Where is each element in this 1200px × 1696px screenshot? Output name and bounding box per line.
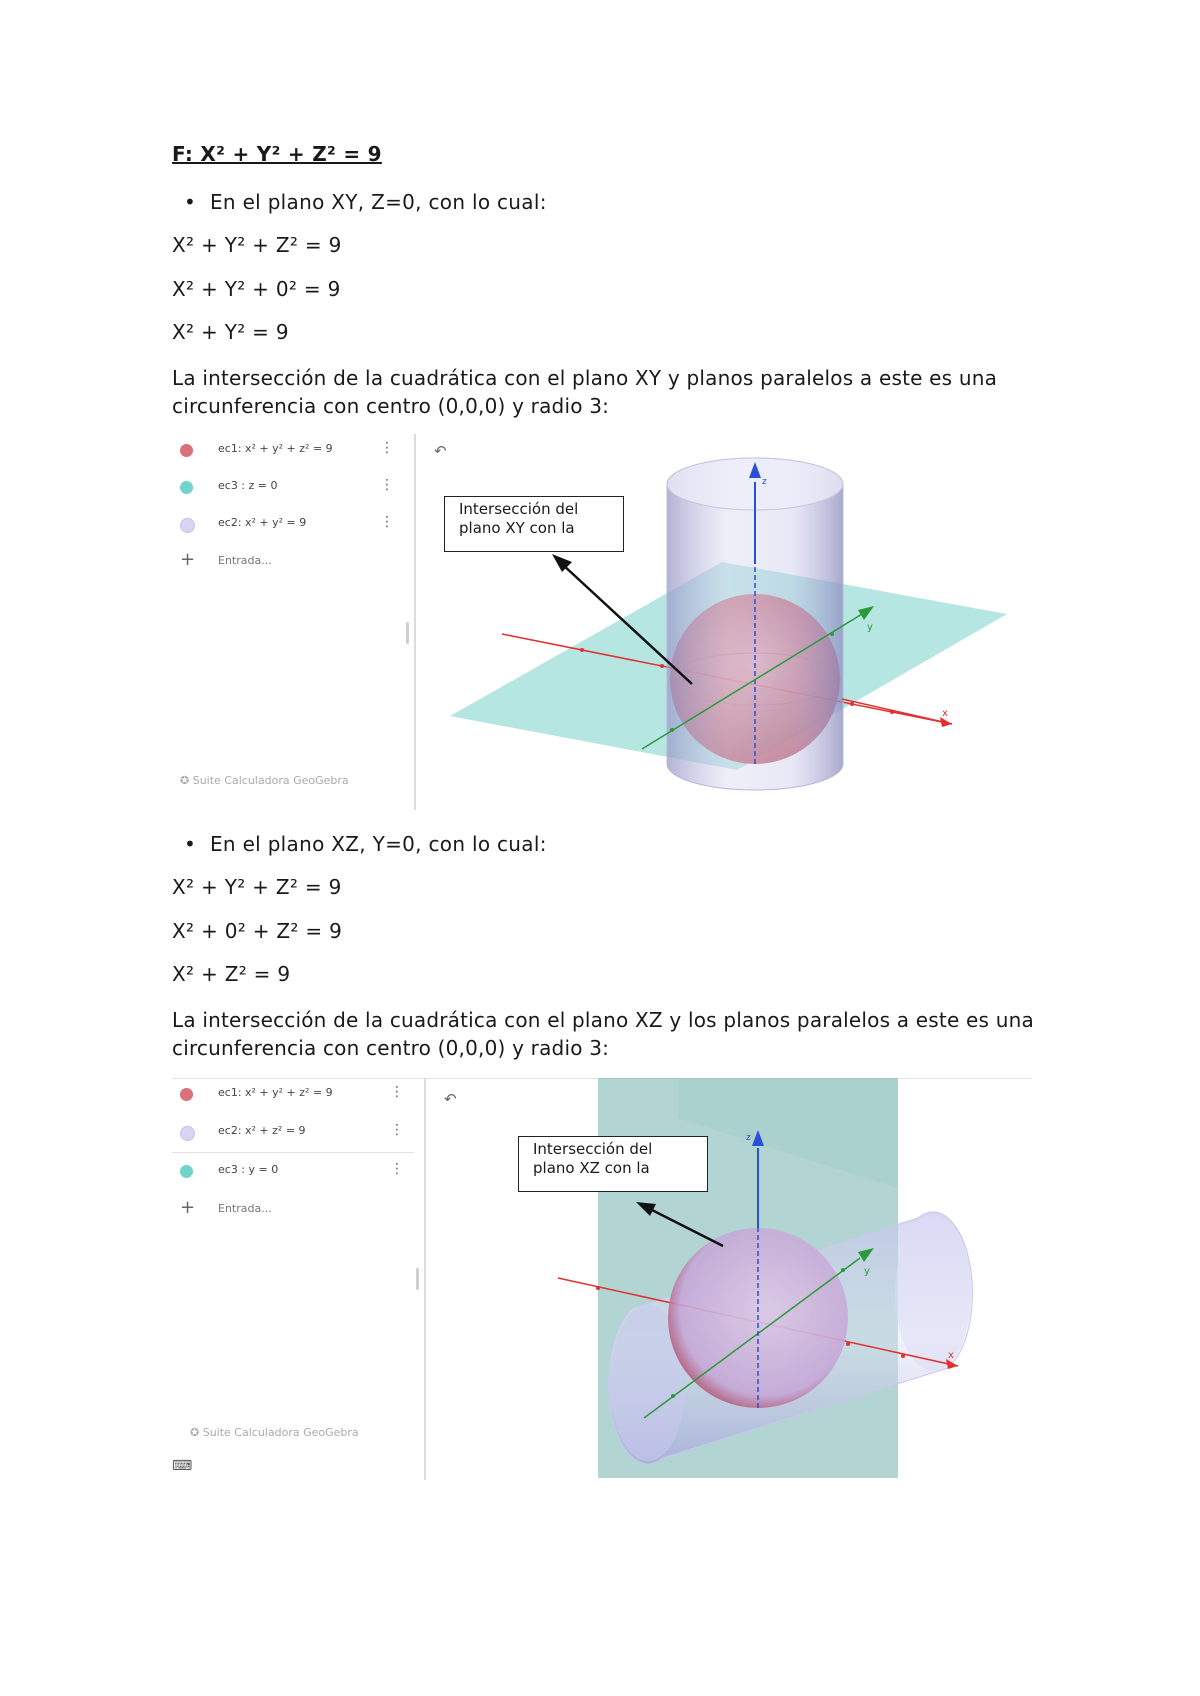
equation: X² + Y² + 0² = 9 <box>172 277 341 301</box>
kebab-menu-icon[interactable]: ⋮ <box>380 514 394 530</box>
geogebra-logo-icon: ✪ <box>190 1426 203 1439</box>
undo-icon[interactable]: ↶ <box>444 1090 457 1108</box>
x-axis-label: x <box>948 1350 954 1361</box>
visibility-dot[interactable] <box>180 1088 193 1101</box>
plus-icon: + <box>180 549 196 570</box>
graphics-view <box>422 434 1032 810</box>
plus-icon: + <box>180 1197 196 1218</box>
bullet-text: En el plano XZ, Y=0, con lo cual: <box>210 832 547 856</box>
bullet-icon: • <box>184 832 197 856</box>
callout-box: Intersección del plano XY con la <box>444 496 624 552</box>
keyboard-icon[interactable]: ⌨ <box>172 1458 193 1474</box>
kebab-menu-icon[interactable]: ⋮ <box>390 1122 404 1138</box>
scrollbar[interactable] <box>406 622 409 644</box>
input-placeholder[interactable]: Entrada... <box>218 554 272 567</box>
visibility-dot[interactable] <box>180 1126 195 1141</box>
input-row[interactable] <box>172 1193 402 1229</box>
geogebra-logo-icon: ✪ <box>180 774 193 787</box>
visibility-dot[interactable] <box>180 1165 193 1178</box>
visibility-dot[interactable] <box>180 444 193 457</box>
algebra-row[interactable] <box>172 471 402 507</box>
panel-divider <box>424 1078 426 1480</box>
equation-label: ec3 : y = 0 <box>218 1163 279 1176</box>
suite-label: ✪ Suite Calculadora GeoGebra <box>190 1426 359 1439</box>
y-axis-label: y <box>864 1266 870 1277</box>
panel-divider <box>414 434 416 810</box>
equation: X² + Z² = 9 <box>172 962 291 986</box>
equation: X² + Y² + Z² = 9 <box>172 875 342 899</box>
suite-label: ✪ Suite Calculadora GeoGebra <box>180 774 349 787</box>
input-row[interactable] <box>172 545 402 581</box>
undo-icon[interactable]: ↶ <box>434 442 447 460</box>
algebra-row[interactable] <box>172 508 402 544</box>
scrollbar[interactable] <box>416 1268 419 1290</box>
y-axis-label: y <box>867 622 873 633</box>
paragraph: La intersección de la cuadrática con el plano XY y planos paralelos a este es una circunferencia con centro (0,0,0) y radio 3: <box>172 366 998 418</box>
input-placeholder[interactable]: Entrada... <box>218 1202 272 1215</box>
kebab-menu-icon[interactable]: ⋮ <box>390 1084 404 1100</box>
bullet-plane-xz <box>184 832 547 856</box>
algebra-row[interactable] <box>172 1155 402 1191</box>
algebra-row[interactable] <box>172 1078 402 1114</box>
cylinder-end <box>895 1215 971 1371</box>
document-title: F: X² + Y² + Z² = 9 <box>172 142 382 166</box>
x-axis-label: x <box>942 708 948 719</box>
paragraph: La intersección de la cuadrática con el plano XZ y los planos paralelos a este es una circunferencia con centro (0,0,0) y radio 3: <box>172 1008 1034 1060</box>
equation-label: ec1: x² + y² + z² = 9 <box>218 1086 333 1099</box>
z-axis-label: z <box>746 1133 751 1143</box>
equation: X² + Y² + Z² = 9 <box>172 233 342 257</box>
callout-box: Intersección del plano XZ con la <box>518 1136 708 1192</box>
algebra-row[interactable] <box>172 434 402 470</box>
equation-label: ec2: x² + z² = 9 <box>218 1124 306 1137</box>
equation-label: ec3 : z = 0 <box>218 479 278 492</box>
z-axis-label: z <box>762 477 767 487</box>
bullet-text: En el plano XY, Z=0, con lo cual: <box>210 190 547 214</box>
geogebra-screenshot-xz <box>172 1078 1032 1480</box>
visibility-dot[interactable] <box>180 518 195 533</box>
equation-label: ec1: x² + y² + z² = 9 <box>218 442 333 455</box>
equation: X² + Y² = 9 <box>172 320 289 344</box>
kebab-menu-icon[interactable]: ⋮ <box>380 477 394 493</box>
visibility-dot[interactable] <box>180 481 193 494</box>
bullet-plane-xy <box>184 190 547 214</box>
equation: X² + 0² + Z² = 9 <box>172 919 343 943</box>
geogebra-screenshot-xy <box>172 434 1032 810</box>
kebab-menu-icon[interactable]: ⋮ <box>380 440 394 456</box>
algebra-row[interactable] <box>172 1116 402 1152</box>
equation-label: ec2: x² + y² = 9 <box>218 516 307 529</box>
kebab-menu-icon[interactable]: ⋮ <box>390 1161 404 1177</box>
bullet-icon: • <box>184 190 197 214</box>
